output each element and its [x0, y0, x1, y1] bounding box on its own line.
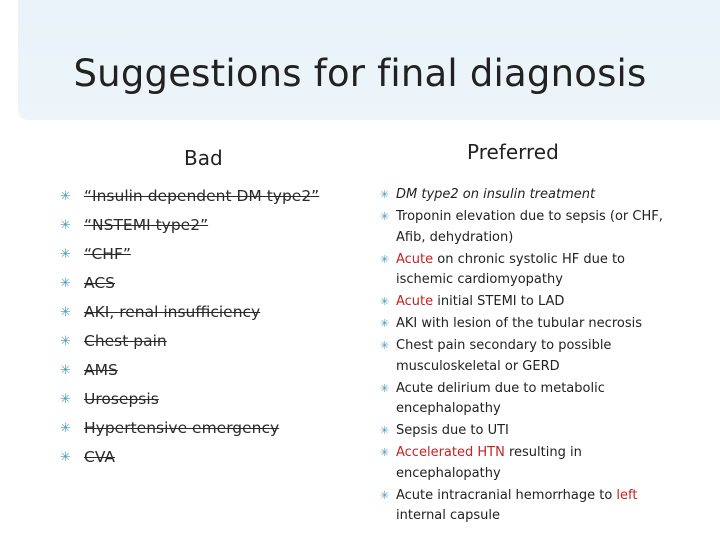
diagnosis-text: Acute delirium due to metabolic encephalopathy — [396, 380, 605, 416]
bad-diagnosis-item — [60, 443, 350, 472]
bad-diagnosis-item — [60, 356, 350, 385]
asterisk-bullet-icon: ✳ — [380, 339, 390, 352]
bad-diagnosis-item — [60, 240, 350, 269]
asterisk-bullet-icon: ✳ — [380, 188, 390, 201]
asterisk-bullet-icon: ✳ — [60, 276, 71, 291]
bad-diagnosis-text: Urosepsis — [84, 390, 159, 408]
bad-diagnosis-text: Hypertensive emergency — [84, 419, 280, 437]
diagnosis-text: resulting in encephalopathy — [396, 445, 582, 481]
bad-diagnosis-item — [60, 269, 350, 298]
highlighted-text: left — [616, 487, 638, 503]
asterisk-bullet-icon: ✳ — [60, 392, 71, 407]
diagnosis-text: Acute intracranial hemorrhage to — [396, 487, 617, 503]
asterisk-bullet-icon: ✳ — [380, 295, 390, 308]
diagnosis-text: Chest pain secondary to possible musculoskeletal or GERD — [396, 338, 612, 374]
bad-diagnosis-item — [60, 211, 350, 240]
asterisk-bullet-icon: ✳ — [60, 189, 71, 204]
preferred-diagnosis-item — [380, 185, 680, 206]
asterisk-bullet-icon: ✳ — [60, 450, 71, 465]
preferred-diagnosis-item — [380, 336, 680, 377]
bad-diagnosis-item — [60, 298, 350, 327]
diagnosis-text: on chronic systolic HF due to ischemic cardiomyopathy — [396, 251, 625, 287]
asterisk-bullet-icon: ✳ — [380, 210, 390, 223]
preferred-column-heading: Preferred — [467, 140, 559, 164]
asterisk-bullet-icon: ✳ — [60, 218, 71, 233]
bad-diagnosis-list — [60, 182, 350, 472]
asterisk-bullet-icon: ✳ — [380, 488, 390, 502]
preferred-diagnosis-item — [380, 292, 680, 313]
diagnosis-text: initial STEMI to LAD — [433, 294, 565, 309]
bad-diagnosis-text: Chest pain — [84, 332, 167, 350]
asterisk-bullet-icon: ✳ — [380, 381, 390, 395]
bad-diagnosis-item — [60, 182, 350, 211]
asterisk-bullet-icon: ✳ — [380, 252, 390, 266]
bad-diagnosis-item — [60, 414, 350, 443]
diagnosis-text: DM type2 on insulin treatment — [396, 187, 596, 202]
bad-diagnosis-text: CVA — [84, 448, 116, 466]
preferred-diagnosis-item — [380, 421, 680, 442]
bad-diagnosis-item — [60, 385, 350, 414]
asterisk-bullet-icon: ✳ — [60, 334, 71, 349]
asterisk-bullet-icon: ✳ — [380, 424, 390, 437]
bad-diagnosis-text: AMS — [84, 361, 118, 379]
asterisk-bullet-icon: ✳ — [60, 421, 71, 436]
preferred-diagnosis-item — [380, 250, 680, 291]
preferred-diagnosis-item — [380, 443, 680, 484]
asterisk-bullet-icon: ✳ — [60, 305, 71, 320]
bad-diagnosis-item — [60, 327, 350, 356]
diagnosis-text: internal capsule — [396, 508, 500, 523]
bad-diagnosis-text: ACS — [84, 274, 115, 292]
slide-title: Suggestions for final diagnosis — [73, 52, 647, 95]
bad-column-heading: Bad — [184, 146, 223, 170]
asterisk-bullet-icon: ✳ — [380, 446, 390, 459]
highlighted-text: Acute — [396, 294, 434, 309]
bad-diagnosis-text: “NSTEMI type2” — [84, 216, 209, 234]
diagnosis-text: Troponin elevation due to sepsis (or CHF, Afib, dehydration) — [396, 209, 663, 245]
asterisk-bullet-icon: ✳ — [380, 317, 390, 330]
diagnosis-text: AKI with lesion of the tubular necrosis — [396, 316, 642, 331]
diagnosis-text: Sepsis due to UTI — [396, 423, 509, 438]
highlighted-text: Accelerated HTN — [396, 445, 505, 460]
bad-diagnosis-text: “Insulin dependent DM type2” — [84, 187, 320, 205]
preferred-diagnosis-item — [380, 207, 680, 248]
preferred-diagnosis-item — [380, 379, 680, 420]
preferred-diagnosis-list — [380, 185, 680, 528]
asterisk-bullet-icon: ✳ — [60, 363, 71, 378]
highlighted-text: Acute — [396, 251, 434, 267]
preferred-diagnosis-item — [380, 314, 680, 335]
asterisk-bullet-icon: ✳ — [60, 247, 71, 262]
bad-diagnosis-text: AKI, renal insufficiency — [84, 303, 261, 321]
bad-diagnosis-text: “CHF” — [84, 245, 131, 263]
preferred-diagnosis-item — [380, 486, 680, 527]
